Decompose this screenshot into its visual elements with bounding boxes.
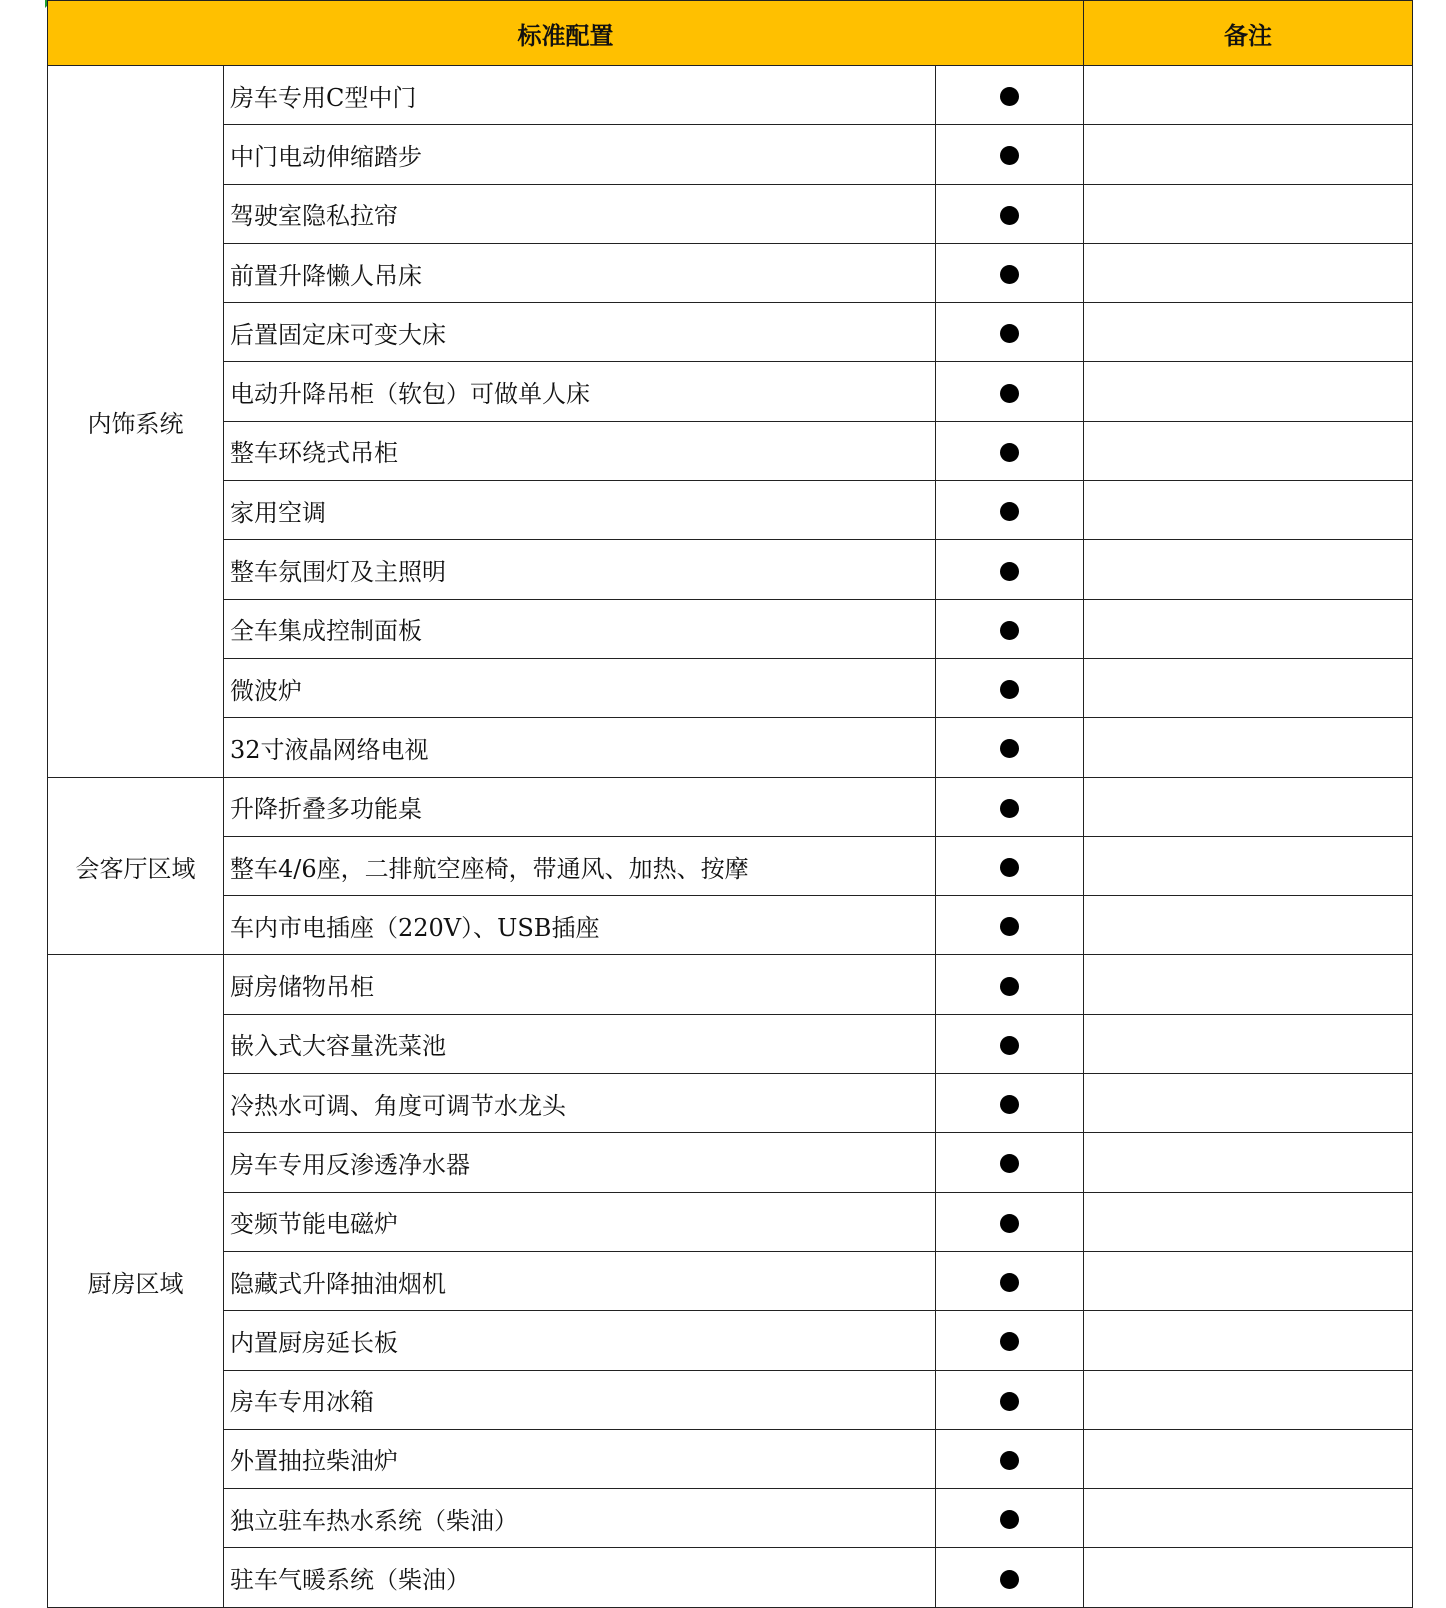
table-row bbox=[48, 1014, 1413, 1073]
remark-cell bbox=[1084, 66, 1413, 125]
feature-name: 驻车气暖系统（柴油） bbox=[224, 1548, 936, 1607]
table-row bbox=[48, 777, 1413, 836]
table-row bbox=[48, 1251, 1413, 1310]
standard-mark-cell bbox=[936, 718, 1084, 777]
table-row bbox=[48, 1311, 1413, 1370]
group-label: 会客厅区域 bbox=[48, 777, 224, 955]
feature-name: 整车氛围灯及主照明 bbox=[224, 540, 936, 599]
feature-name: 整车4/6座，二排航空座椅，带通风、加热、按摩 bbox=[224, 836, 936, 895]
remark-cell bbox=[1084, 540, 1413, 599]
feature-name: 变频节能电磁炉 bbox=[224, 1192, 936, 1251]
table-row bbox=[48, 184, 1413, 243]
standard-mark-cell bbox=[936, 1251, 1084, 1310]
standard-mark-cell bbox=[936, 1133, 1084, 1192]
standard-mark-cell bbox=[936, 125, 1084, 184]
filled-dot-icon bbox=[1000, 384, 1019, 403]
remark-cell bbox=[1084, 1548, 1413, 1607]
remark-cell bbox=[1084, 1074, 1413, 1133]
feature-name: 车内市电插座（220V）、USB插座 bbox=[224, 896, 936, 955]
standard-mark-cell bbox=[936, 303, 1084, 362]
header-standard-config: 标准配置 bbox=[48, 1, 1084, 66]
remark-cell bbox=[1084, 1311, 1413, 1370]
feature-name: 微波炉 bbox=[224, 658, 936, 717]
table-row bbox=[48, 421, 1413, 480]
spec-table bbox=[47, 0, 1413, 1608]
remark-cell bbox=[1084, 1370, 1413, 1429]
standard-mark-cell bbox=[936, 362, 1084, 421]
standard-mark-cell bbox=[936, 481, 1084, 540]
remark-cell bbox=[1084, 303, 1413, 362]
filled-dot-icon bbox=[1000, 502, 1019, 521]
remark-cell bbox=[1084, 125, 1413, 184]
feature-name: 家用空调 bbox=[224, 481, 936, 540]
remark-cell bbox=[1084, 658, 1413, 717]
remark-cell bbox=[1084, 1192, 1413, 1251]
feature-name: 嵌入式大容量洗菜池 bbox=[224, 1014, 936, 1073]
table-row bbox=[48, 303, 1413, 362]
feature-name: 电动升降吊柜（软包）可做单人床 bbox=[224, 362, 936, 421]
feature-name: 升降折叠多功能桌 bbox=[224, 777, 936, 836]
filled-dot-icon bbox=[1000, 1392, 1019, 1411]
standard-mark-cell bbox=[936, 836, 1084, 895]
filled-dot-icon bbox=[1000, 917, 1019, 936]
filled-dot-icon bbox=[1000, 1273, 1019, 1292]
filled-dot-icon bbox=[1000, 87, 1019, 106]
group-label: 内饰系统 bbox=[48, 66, 224, 778]
standard-mark-cell bbox=[936, 1074, 1084, 1133]
table-row bbox=[48, 1548, 1413, 1607]
standard-mark-cell bbox=[936, 1192, 1084, 1251]
remark-cell bbox=[1084, 599, 1413, 658]
remark-cell bbox=[1084, 421, 1413, 480]
table-row bbox=[48, 362, 1413, 421]
standard-mark-cell bbox=[936, 1429, 1084, 1488]
feature-name: 隐藏式升降抽油烟机 bbox=[224, 1251, 936, 1310]
standard-mark-cell bbox=[936, 777, 1084, 836]
remark-cell bbox=[1084, 243, 1413, 302]
filled-dot-icon bbox=[1000, 977, 1019, 996]
filled-dot-icon bbox=[1000, 443, 1019, 462]
feature-name: 整车环绕式吊柜 bbox=[224, 421, 936, 480]
filled-dot-icon bbox=[1000, 1154, 1019, 1173]
table-row bbox=[48, 540, 1413, 599]
feature-name: 内置厨房延长板 bbox=[224, 1311, 936, 1370]
feature-name: 独立驻车热水系统（柴油） bbox=[224, 1489, 936, 1548]
remark-cell bbox=[1084, 1251, 1413, 1310]
filled-dot-icon bbox=[1000, 1332, 1019, 1351]
filled-dot-icon bbox=[1000, 1570, 1019, 1589]
filled-dot-icon bbox=[1000, 621, 1019, 640]
filled-dot-icon bbox=[1000, 739, 1019, 758]
feature-name: 32寸液晶网络电视 bbox=[224, 718, 936, 777]
group-label: 厨房区域 bbox=[48, 955, 224, 1607]
standard-mark-cell bbox=[936, 1370, 1084, 1429]
standard-mark-cell bbox=[936, 955, 1084, 1014]
feature-name: 后置固定床可变大床 bbox=[224, 303, 936, 362]
table-row bbox=[48, 599, 1413, 658]
table-row bbox=[48, 243, 1413, 302]
table-row bbox=[48, 718, 1413, 777]
standard-mark-cell bbox=[936, 540, 1084, 599]
filled-dot-icon bbox=[1000, 562, 1019, 581]
filled-dot-icon bbox=[1000, 799, 1019, 818]
standard-mark-cell bbox=[936, 1014, 1084, 1073]
table-row bbox=[48, 896, 1413, 955]
remark-cell bbox=[1084, 1489, 1413, 1548]
feature-name: 全车集成控制面板 bbox=[224, 599, 936, 658]
standard-mark-cell bbox=[936, 66, 1084, 125]
table-row bbox=[48, 1133, 1413, 1192]
filled-dot-icon bbox=[1000, 1036, 1019, 1055]
table-row bbox=[48, 1370, 1413, 1429]
filled-dot-icon bbox=[1000, 265, 1019, 284]
remark-cell bbox=[1084, 836, 1413, 895]
filled-dot-icon bbox=[1000, 146, 1019, 165]
standard-mark-cell bbox=[936, 1548, 1084, 1607]
feature-name: 房车专用C型中门 bbox=[224, 66, 936, 125]
feature-name: 房车专用冰箱 bbox=[224, 1370, 936, 1429]
table-row bbox=[48, 481, 1413, 540]
feature-name: 驾驶室隐私拉帘 bbox=[224, 184, 936, 243]
standard-mark-cell bbox=[936, 243, 1084, 302]
standard-mark-cell bbox=[936, 184, 1084, 243]
table-row bbox=[48, 836, 1413, 895]
remark-cell bbox=[1084, 896, 1413, 955]
feature-name: 前置升降懒人吊床 bbox=[224, 243, 936, 302]
remark-cell bbox=[1084, 481, 1413, 540]
standard-mark-cell bbox=[936, 658, 1084, 717]
standard-mark-cell bbox=[936, 421, 1084, 480]
table-row bbox=[48, 658, 1413, 717]
remark-cell bbox=[1084, 362, 1413, 421]
feature-name: 厨房储物吊柜 bbox=[224, 955, 936, 1014]
table-header-row bbox=[48, 1, 1413, 66]
feature-name: 冷热水可调、角度可调节水龙头 bbox=[224, 1074, 936, 1133]
feature-name: 房车专用反渗透净水器 bbox=[224, 1133, 936, 1192]
feature-name: 外置抽拉柴油炉 bbox=[224, 1429, 936, 1488]
filled-dot-icon bbox=[1000, 206, 1019, 225]
remark-cell bbox=[1084, 184, 1413, 243]
remark-cell bbox=[1084, 955, 1413, 1014]
remark-cell bbox=[1084, 1133, 1413, 1192]
standard-mark-cell bbox=[936, 1311, 1084, 1370]
filled-dot-icon bbox=[1000, 1451, 1019, 1470]
filled-dot-icon bbox=[1000, 1510, 1019, 1529]
header-remark: 备注 bbox=[1084, 1, 1413, 66]
standard-mark-cell bbox=[936, 896, 1084, 955]
remark-cell bbox=[1084, 718, 1413, 777]
table-body bbox=[48, 66, 1413, 1608]
remark-cell bbox=[1084, 1429, 1413, 1488]
table-row bbox=[48, 1489, 1413, 1548]
filled-dot-icon bbox=[1000, 1214, 1019, 1233]
table-row bbox=[48, 1192, 1413, 1251]
table-row bbox=[48, 66, 1413, 125]
filled-dot-icon bbox=[1000, 680, 1019, 699]
filled-dot-icon bbox=[1000, 324, 1019, 343]
standard-mark-cell bbox=[936, 1489, 1084, 1548]
remark-cell bbox=[1084, 777, 1413, 836]
table-row bbox=[48, 1429, 1413, 1488]
filled-dot-icon bbox=[1000, 858, 1019, 877]
table-row bbox=[48, 1074, 1413, 1133]
table-row bbox=[48, 125, 1413, 184]
filled-dot-icon bbox=[1000, 1095, 1019, 1114]
remark-cell bbox=[1084, 1014, 1413, 1073]
table-row bbox=[48, 955, 1413, 1014]
standard-mark-cell bbox=[936, 599, 1084, 658]
feature-name: 中门电动伸缩踏步 bbox=[224, 125, 936, 184]
